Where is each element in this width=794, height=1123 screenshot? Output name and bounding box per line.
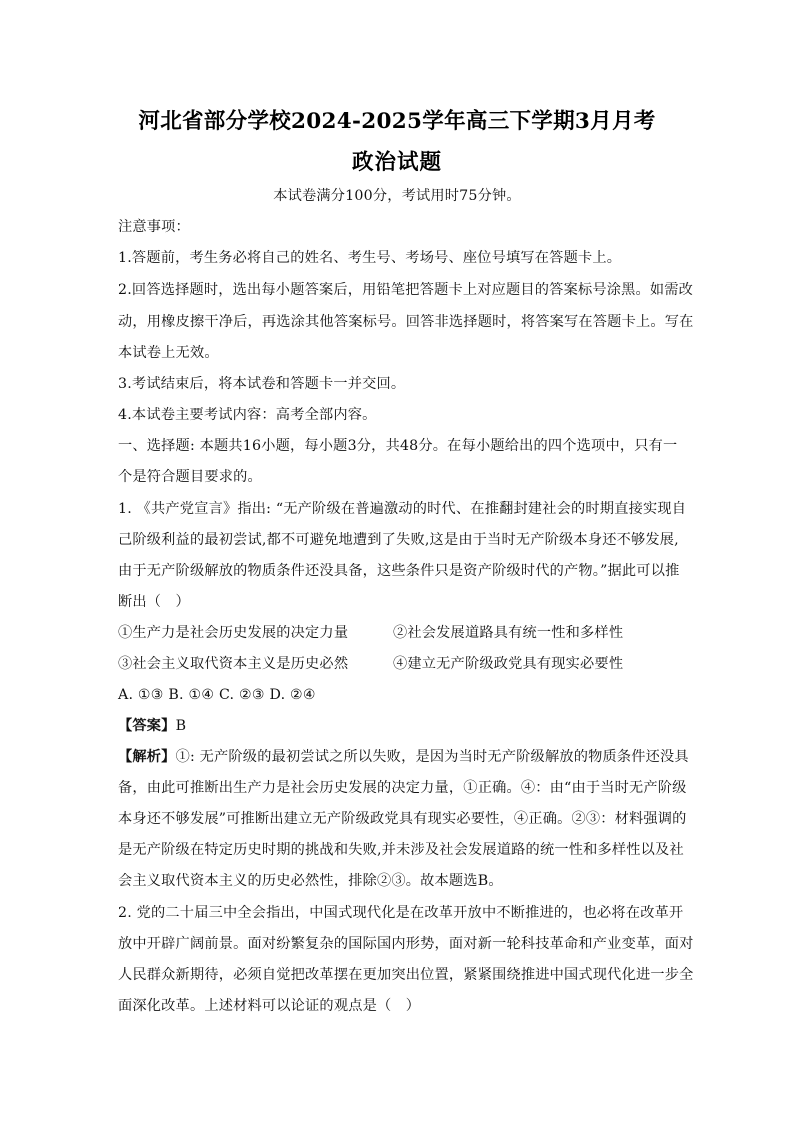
section-heading-line-2: 个是符合题目要求的。 — [118, 469, 262, 485]
notice-heading: 注意事项： — [118, 219, 190, 235]
question-1-analysis-line-3: 本身还不够发展”可推断出建立无产阶级政党具有现实必要性，④正确。②③：材料强调的 — [118, 811, 687, 827]
question-1-stem-line-2: 己阶级利益的最初尝试,都不可避免地遭到了失败,这是由于当时无产阶级本身还不够发展, — [118, 532, 679, 548]
question-1-analysis-line-5: 会主义取代资本主义的历史必然性，排除②③。故本题选B。 — [118, 873, 503, 889]
notice-item-1: 1.答题前，考生务必将自己的姓名、考生号、考场号、座位号填写在答题卡上。 — [118, 250, 622, 266]
notice-item-2-line-3: 本试卷上无效。 — [118, 345, 219, 361]
exam-info: 本试卷满分100分，考试用时75分钟。 — [273, 188, 521, 204]
analysis-label: 【解析】 — [118, 749, 176, 765]
question-1-analysis-line-4: 是无产阶级在特定历史时期的挑战和失败,并未涉及社会发展道路的统一性和多样性以及社 — [118, 842, 684, 858]
document-title: 河北省部分学校2024-2025学年高三下学期3月月考 — [138, 109, 656, 134]
question-2-stem-line-4: 面深化改革。上述材料可以论证的观点是（ ） — [118, 998, 421, 1014]
question-1-stem-line-1: 1. 《共产党宣言》指出: “无产阶级在普遍激动的时代、在推翻封建社会的时期直接实现自 — [118, 501, 687, 517]
question-1-choices: A. ①③ B. ①④ C. ②③ D. ②④ — [118, 687, 316, 703]
question-2-stem-line-3: 人民群众新期待，必须自觉把改革摆在更加突出位置，紧紧围绕推进中国式现代化进一步全 — [118, 967, 694, 983]
answer-label: 【答案】 — [118, 718, 176, 734]
question-1-stem-line-3: 由于无产阶级解放的物质条件还没具备，这些条件只是资产阶级时代的产物。”据此可以推 — [118, 563, 680, 579]
document-subtitle: 政治试题 — [351, 150, 442, 175]
notice-item-2-line-2: 动，用橡皮擦干净后，再选涂其他答案标号。回答非选择题时，将答案写在答题卡上。写在 — [118, 314, 694, 330]
question-1-option-1: ①生产力是社会历史发展的决定力量 — [118, 625, 349, 641]
notice-item-4: 4.本试卷主要考试内容：高考全部内容。 — [118, 407, 377, 423]
question-1-option-4: ④建立无产阶级政党具有现实必要性 — [393, 656, 624, 672]
question-1-analysis-line-1 — [118, 747, 689, 767]
section-heading-line-1: 一、选择题: 本题共16小题，每小题3分，共48分。在每小题给出的四个选项中，只有一 — [118, 438, 678, 454]
question-2-stem-line-2: 放中开辟广阔前景。面对纷繁复杂的国际国内形势，面对新一轮科技革命和产业变革，面对 — [118, 936, 694, 952]
question-2-stem-line-1: 2. 党的二十届三中全会指出，中国式现代化是在改革开放中不断推进的，也必将在改革开 — [118, 905, 684, 921]
question-1-options-row-2 — [118, 654, 678, 674]
question-1-analysis-line-2: 备，由此可推断出生产力是社会历史发展的决定力量，①正确。④：由“由于当时无产阶级 — [118, 780, 687, 796]
notice-item-3: 3.考试结束后，将本试卷和答题卡一并交回。 — [118, 376, 406, 392]
question-1-answer — [118, 716, 678, 736]
notice-item-2-line-1: 2.回答选择题时，选出每小题答案后，用铅笔把答题卡上对应题目的答案标号涂黑。如需改 — [118, 282, 694, 298]
answer-value: B — [175, 718, 187, 734]
question-1-option-3: ③社会主义取代资本主义是历史必然 — [118, 656, 349, 672]
question-1-options-row-1 — [118, 623, 678, 643]
analysis-text: ①: 无产阶级的最初尝试之所以失败，是因为当时无产阶级解放的物质条件还没具 — [175, 749, 689, 765]
question-1-option-2: ②社会发展道路具有统一性和多样性 — [393, 625, 624, 641]
question-1-stem-line-4: 断出（ ） — [118, 594, 190, 610]
